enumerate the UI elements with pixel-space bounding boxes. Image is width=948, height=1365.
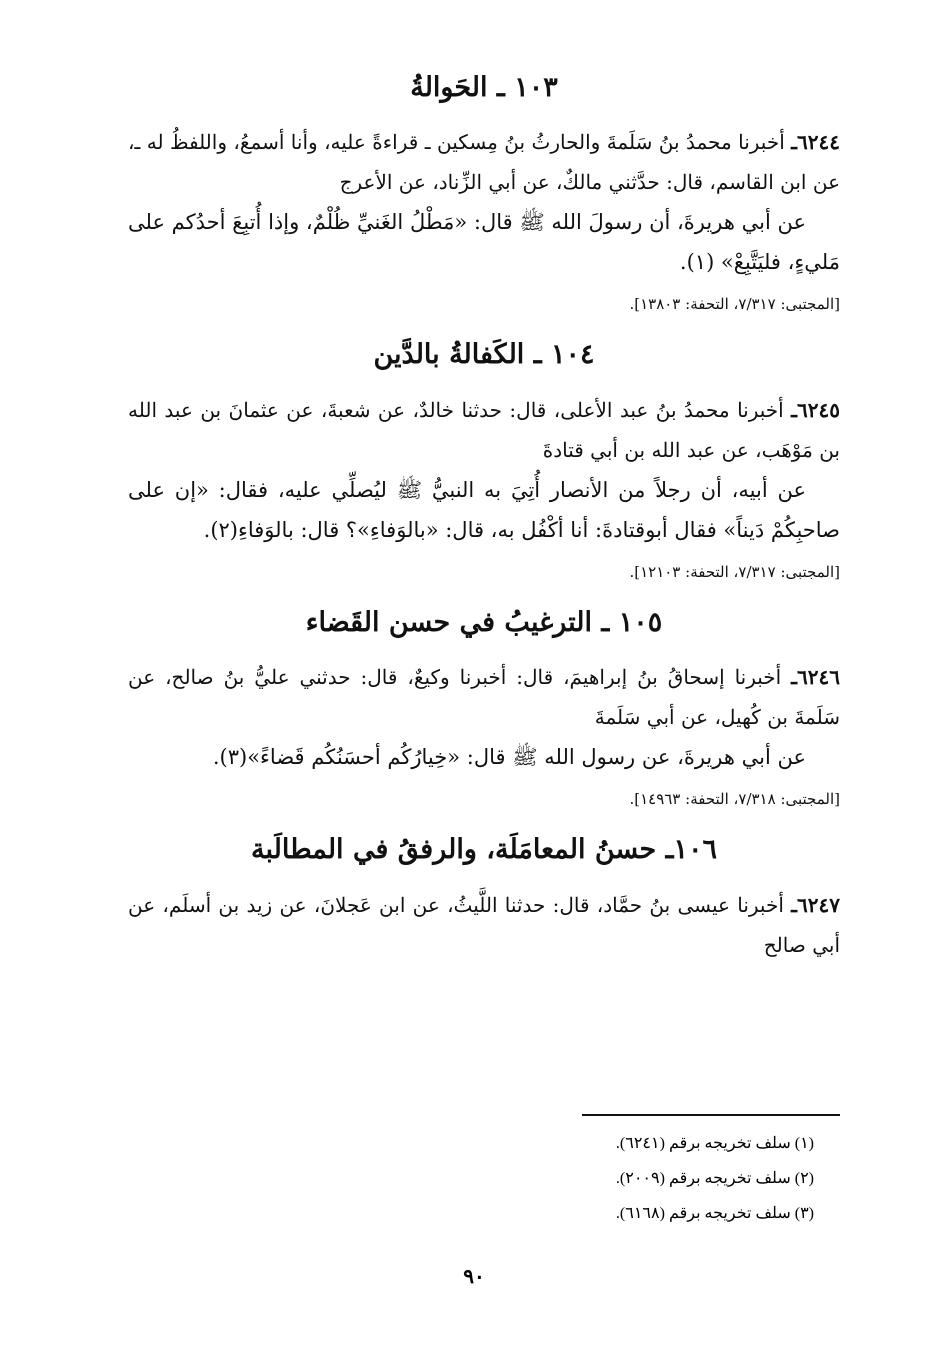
isnad-text: أخبرنا إسحاقُ بنُ إبراهيمَ، قال: أخبرنا وكيعٌ، قال: حدثني عليُّ بنُ صالح، عن سَلَمةَ بن كُهيل، عن أبي سَلَمةَ: [128, 665, 840, 730]
source-reference: [المجتبى: ٧/٣١٨، التحفة: ١٤٩٦٣].: [629, 790, 840, 809]
hadith-isnad: [128, 885, 840, 965]
source-reference: [المجتبى: ٧/٣١٧، التحفة: ١٢١٠٣].: [629, 562, 840, 581]
section-105: [128, 607, 840, 810]
hadith-isnad: [128, 390, 840, 470]
hadith-number: ٦٢٤٤ـ: [791, 130, 840, 155]
footnote-separator: [582, 1114, 840, 1116]
hadith-matn: عن أبيه، أن رجلاً من الأنصار أُتِيَ به النبيُّ ﷺ ليُصلِّي عليه، فقال: «إن على صاحبِكُمْ دَيناً» فقال أبوقتادةَ: أنا أكْفُل به، قال: «بالوَفاءِ»؟ قال: بالوَفاءِ(٢).: [128, 477, 840, 542]
hadith-number: ٦٢٤٥ـ: [791, 397, 840, 422]
hadith-matn: عن أبي هريرةَ، أن رسولَ الله ﷺ قال: «مَطْلُ الغَنيِّ ظُلْمٌ، وإذا أُتبِعَ أحدُكم على مَليءٍ، فليَتَّبِعْ» (١).: [128, 210, 840, 275]
section-104: [128, 339, 840, 582]
footnotes: [314, 1126, 814, 1231]
source-reference: [المجتبى: ٧/٣١٧، التحفة: ١٣٨٠٣].: [629, 295, 840, 314]
section-106: [128, 834, 840, 964]
footnote: (٣) سلف تخريجه برقم (٦١٦٨).: [615, 1205, 814, 1222]
hadith-number: ٦٢٤٦ـ: [791, 665, 840, 690]
section-heading: ١٠٣ ـ الحَوالةُ: [410, 72, 558, 103]
hadith-matn: عن أبي هريرةَ، عن رسول الله ﷺ قال: «خِيارُكُم أحسَنُكُم قَضاءً»(٣).: [212, 745, 806, 770]
isnad-text: أخبرنا عيسى بنُ حمَّاد، قال: حدثنا اللَّيثُ، عن ابن عَجلانَ، عن زيد بن أسلَم، عن أبي صالح: [128, 892, 840, 957]
isnad-text: أخبرنا محمدُ بنُ سَلَمةَ والحارثُ بنُ مِسكين ـ قراءةً عليه، وأنا أسمعُ، واللفظُ له ـ، عن ابن القاسم، قال: حدَّثني مالكٌ، عن أبي الزِّناد، عن الأعرج: [128, 130, 840, 195]
footnote: (٢) سلف تخريجه برقم (٢٠٠٩).: [615, 1170, 814, 1187]
section-heading: ١٠٦ـ حسنُ المعامَلَة، والرفقُ في المطالَبة: [251, 834, 717, 866]
footnote: (١) سلف تخريجه برقم (٦٢٤١).: [615, 1135, 814, 1152]
hadith-isnad: [128, 122, 840, 202]
section-heading: ١٠٤ ـ الكَفالةُ بالدَّين: [373, 339, 595, 371]
page-number: ٩٠: [463, 1266, 485, 1288]
hadith-number: ٦٢٤٧ـ: [791, 892, 840, 917]
section-heading: ١٠٥ ـ الترغيبُ في حسن القَضاء: [305, 606, 663, 638]
isnad-text: أخبرنا محمدُ بنُ عبد الأعلى، قال: حدثنا خالدٌ، عن شعبةَ، عن عثمانَ بن عبد الله بن مَوْهَب، عن عبد الله بن أبي قتادةَ: [128, 397, 840, 462]
section-103: [128, 72, 840, 315]
hadith-isnad: [128, 657, 840, 737]
